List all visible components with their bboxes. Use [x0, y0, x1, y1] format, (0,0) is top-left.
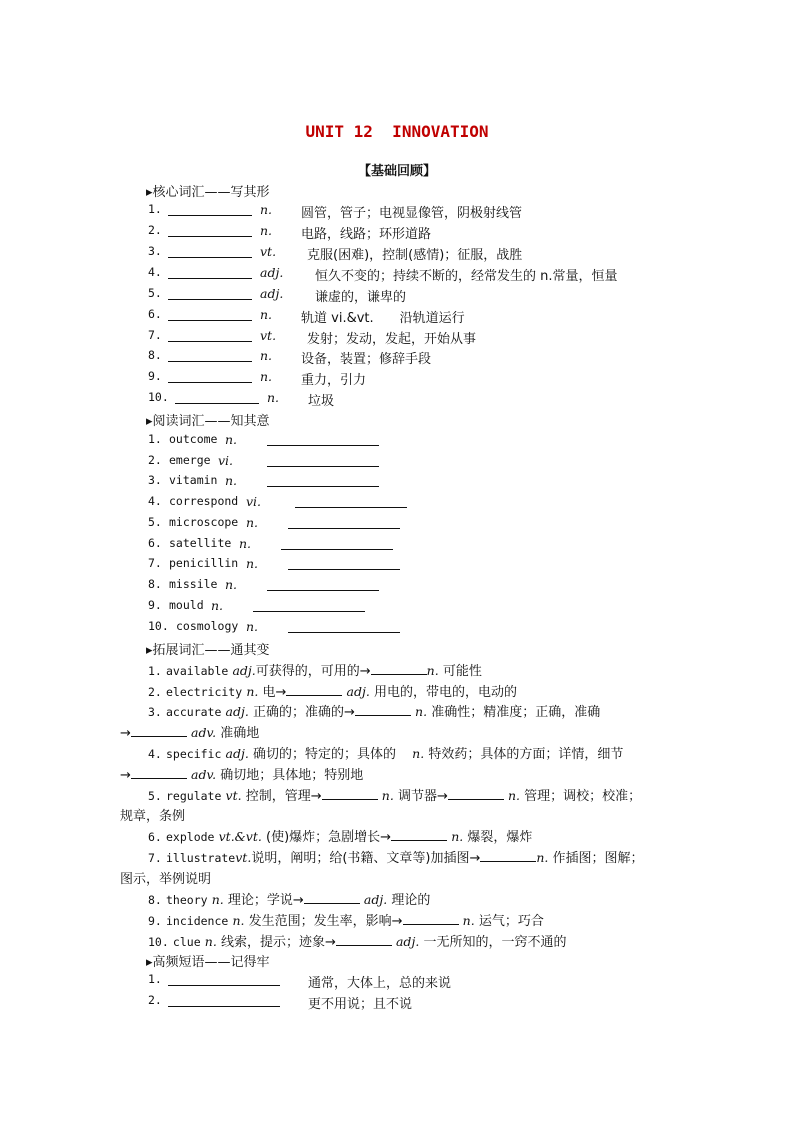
extend-item: 6. explode vt.&vt. (使)爆炸；急剧增长→ n. 爆裂，爆炸	[148, 829, 533, 845]
answer-blank[interactable]	[322, 786, 378, 800]
answer-blank[interactable]	[391, 827, 447, 841]
extend-item-continued: → adv. 确切地；具体地；特别地	[120, 767, 364, 783]
answer-blank[interactable]	[336, 932, 392, 946]
answer-blank[interactable]	[267, 473, 379, 487]
answer-blank[interactable]	[288, 619, 400, 633]
extend-item: 8. theory n. 理论；学说→ adj. 理论的	[148, 892, 431, 908]
extend-item: 3. accurate adj. 正确的；准确的→ n. 准确性；精准度；正确，准确	[148, 704, 601, 720]
answer-blank[interactable]	[267, 432, 379, 446]
answer-blank[interactable]	[131, 723, 187, 737]
answer-blank[interactable]	[168, 265, 252, 279]
unit-title: UNIT 12 INNOVATION	[305, 122, 489, 141]
section1-heading: ▸核心词汇——写其形	[146, 185, 270, 200]
extend-item: 10. clue n. 线索，提示；迹象→ adj. 一无所知的，一窍不通的	[148, 934, 567, 950]
answer-blank[interactable]	[480, 848, 536, 862]
answer-blank[interactable]	[168, 328, 252, 342]
answer-blank[interactable]	[288, 515, 400, 529]
document-page: UNIT 12 INNOVATION 【基础回顾】 ▸核心词汇——写其形 1. n. 圆管，管子；电视显像管，阴极射线管 2. n. 电路，线路；环形道路 3. vt. 克服(困难)，控制(感情)；征服，战胜 4. adj. 恒久不变的；持续不断的，经常发生的 n.常量，恒量 5. adj. 谦虚的，谦卑的 6. n. 轨道 vi.&vt. 沿轨道运行 7. vt. 发射；发动，发起，开始从事 8. n. 设备，装置；修辞手段 9. n. 重力，引力 10. n. 垃圾 ▸阅读词汇——知其意 1. outcome n. 2. emerge vi. 3. vitamin n. 4. correspond vi. 5. microscope n. 6. satellite n. 7. penicillin n. 8. missile n. 9. mould n. 10. cosmology n. ▸拓展词汇——通其变 1. available adj.可获得的，可用的→ n. 可能性 2. electricity n. 电→ adj. 用电的，带电的，电动的 3. accurate adj. 正确的；准确的→ n. 准确性；精准度；正确，准确 → adv. 准确地 4. specific adj. 确切的；特定的；具体的 n. 特效药；具体的方面；详情，细节 → adv. 确切地；具体地；特别地 5. regulate vt. 控制，管理→ n. 调节器→ n. 管理；调校；校准； 规章，条例 6. explode vt.&vt. (使)爆炸；急剧增长→ n. 爆裂，爆炸 7. illustratevt.说明，阐明；给(书籍、文章等)加插图→ n. 作插图；图解； 图示，举例说明 8. theory n. 理论；学说→ adj. 理论的 9. incidence n. 发生范围；发生率，影响→ n. 运气；巧合 10. clue n. 线索，提示；迹象→ adj. 一无所知的，一窍不通的 ▸高频短语——记得牢 1. 通常，大体上，总的来说 2. 更不用说；且不说	[0, 0, 794, 1123]
answer-blank[interactable]	[168, 307, 252, 321]
extend-item-continued: → adv. 准确地	[120, 725, 260, 741]
answer-blank[interactable]	[168, 202, 252, 216]
answer-blank[interactable]	[175, 390, 259, 404]
answer-blank[interactable]	[168, 348, 252, 362]
answer-blank[interactable]	[168, 369, 252, 383]
answer-blank[interactable]	[267, 453, 379, 467]
extend-item: 5. regulate vt. 控制，管理→ n. 调节器→ n. 管理；调校；校准；	[148, 788, 642, 804]
section2-heading: ▸阅读词汇——知其意	[146, 414, 270, 429]
answer-blank[interactable]	[267, 577, 379, 591]
answer-blank[interactable]	[168, 244, 252, 258]
extend-item: 7. illustratevt.说明，阐明；给(书籍、文章等)加插图→ n. 作插图；图解；	[148, 850, 644, 866]
answer-blank[interactable]	[403, 911, 459, 925]
extend-item: 1. available adj.可获得的，可用的→ n. 可能性	[148, 663, 482, 679]
extend-item-continued: 图示，举例说明	[120, 872, 212, 887]
answer-blank[interactable]	[168, 993, 280, 1007]
answer-blank[interactable]	[281, 536, 393, 550]
extend-item-continued: 规章，条例	[120, 809, 186, 824]
extend-item: 2. electricity n. 电→ adj. 用电的，带电的，电动的	[148, 684, 517, 700]
answer-blank[interactable]	[253, 598, 365, 612]
answer-blank[interactable]	[295, 494, 407, 508]
answer-blank[interactable]	[168, 286, 252, 300]
answer-blank[interactable]	[131, 765, 187, 779]
answer-blank[interactable]	[168, 223, 252, 237]
answer-blank[interactable]	[448, 786, 504, 800]
answer-blank[interactable]	[304, 890, 360, 904]
answer-blank[interactable]	[355, 702, 411, 716]
answer-blank[interactable]	[168, 972, 280, 986]
answer-blank[interactable]	[371, 661, 427, 675]
section-subtitle: 【基础回顾】	[357, 164, 436, 179]
extend-item: 9. incidence n. 发生范围；发生率，影响→ n. 运气；巧合	[148, 913, 544, 929]
extend-item: 4. specific adj. 确切的；特定的；具体的 n. 特效药；具体的方面；详情，细节	[148, 746, 624, 762]
section4-heading: ▸高频短语——记得牢	[146, 955, 270, 970]
answer-blank[interactable]	[288, 556, 400, 570]
answer-blank[interactable]	[286, 682, 342, 696]
section3-heading: ▸拓展词汇——通其变	[146, 643, 270, 658]
